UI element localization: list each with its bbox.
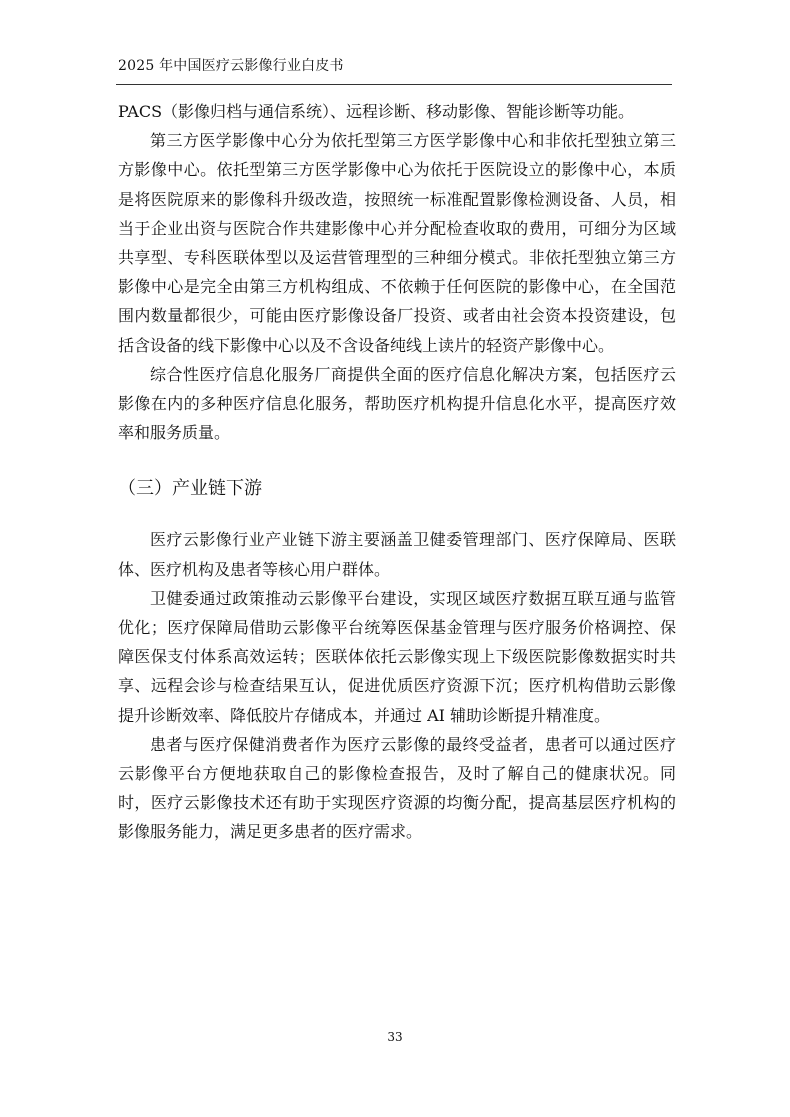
running-header: 2025 年中国医疗云影像行业白皮书 bbox=[118, 58, 344, 74]
paragraph-continuation: PACS（影像归档与通信系统）、远程诊断、移动影像、智能诊断等功能。 bbox=[118, 102, 635, 121]
paragraph-patients: 患者与医疗保健消费者作为医疗云影像的最终受益者，患者可以通过医疗云影像平台方便地获取自己的影像检查报告，及时了解自己的健康状况。同时，医疗云影像技术还有助于实现医疗资源的均衡分配，提高基层医疗机构的影像服务能力，满足更多患者的医疗需求。 bbox=[118, 734, 676, 842]
section-heading: （三）产业链下游 bbox=[118, 478, 262, 500]
paragraph-downstream-roles: 卫健委通过政策推动云影像平台建设，实现区域医疗数据互联互通与监管优化；医疗保障局借助云影像平台统筹医保基金管理与医疗服务价格调控、保障医保支付体系高效运转；医联体依托云影像实现上下级医院影像数据实时共享、远程会诊与检查结果互认，促进优质医疗资源下沉；医疗机构借助云影像提升诊断效率、降低胶片存储成本，并通过 AI 辅助诊断提升精准度。 bbox=[118, 588, 676, 725]
paragraph-third-party-imaging: 第三方医学影像中心分为依托型第三方医学影像中心和非依托型独立第三方影像中心。依托型第三方医学影像中心为依托于医院设立的影像中心，本质是将医院原来的影像科升级改造，按照统一标准配置影像检测设备、人员，相当于企业出资与医院合作共建影像中心并分配检查收取的费用，可细分为区域共享型、专科医联体型以及运营管理型的三种细分模式。非依托型独立第三方影像中心是完全由第三方机构组成、不依赖于任何医院的影像中心，在全国范围内数量都很少，可能由医疗影像设备厂投资、或者由社会资本投资建设，包括含设备的线下影像中心以及不含设备纯线上读片的轻资产影像中心。 bbox=[118, 131, 676, 355]
paragraph-downstream-overview: 医疗云影像行业产业链下游主要涵盖卫健委管理部门、医疗保障局、医联体、医疗机构及患者等核心用户群体。 bbox=[118, 530, 676, 579]
page-number: 33 bbox=[387, 1030, 403, 1044]
paragraph-it-vendors: 综合性医疗信息化服务厂商提供全面的医疗信息化解决方案，包括医疗云影像在内的多种医疗信息化服务，帮助医疗机构提升信息化水平，提高医疗效率和服务质量。 bbox=[118, 364, 676, 443]
header-rule bbox=[116, 84, 672, 85]
body-text bbox=[118, 97, 676, 847]
